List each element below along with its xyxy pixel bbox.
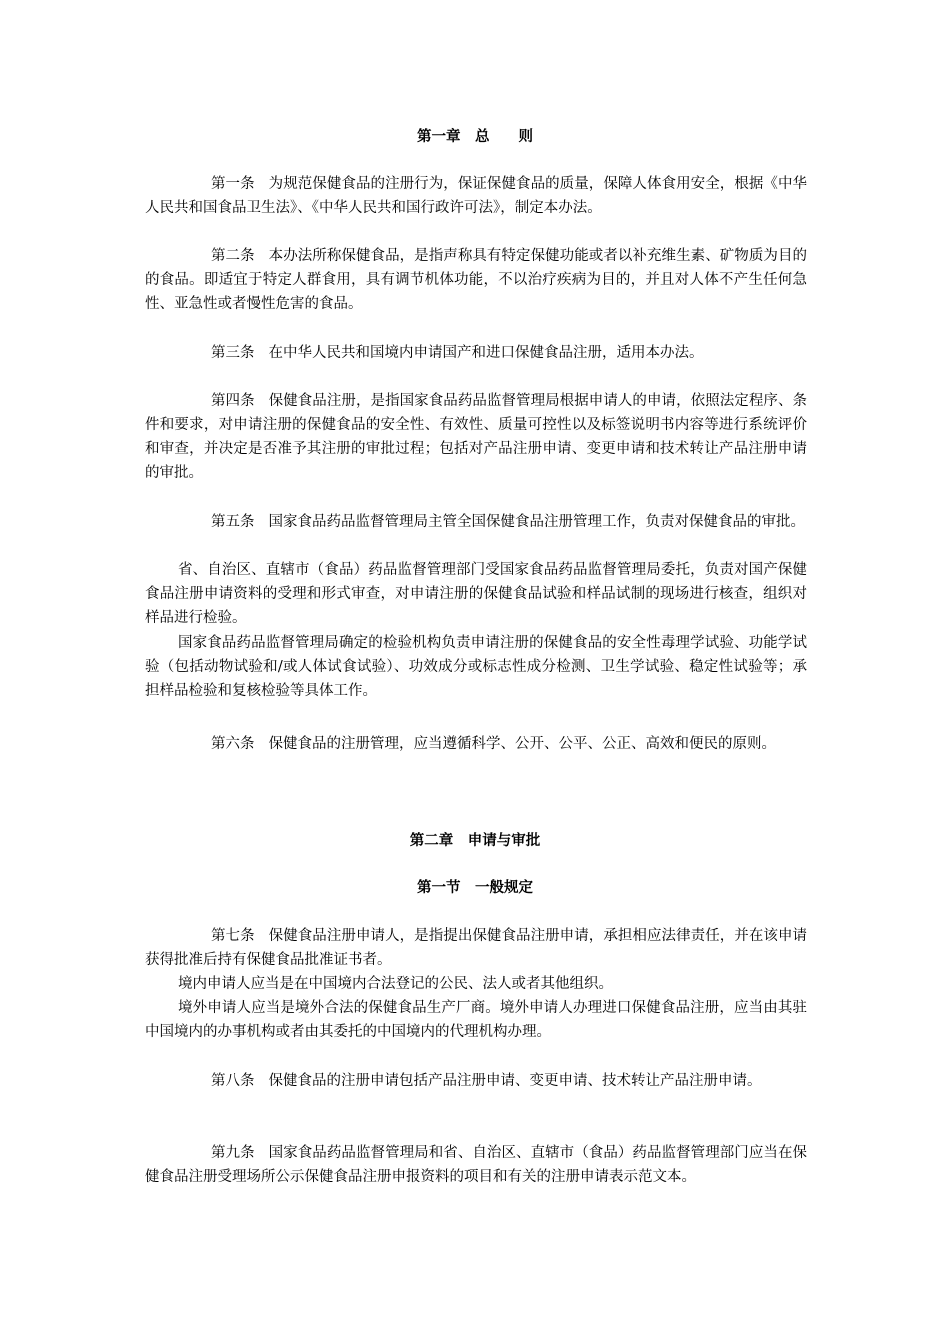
article-6 — [145, 732, 807, 756]
article-number: 第一条 — [211, 176, 255, 192]
article-5-para-2: 省、自治区、直辖市（食品）药品监督管理部门受国家食品药品监督管理局委托，负责对国产保健食品注册申请资料的受理和形式审查，对申请注册的保健食品试验和样品试制的现场进行核查，组织对样品进行检验。 — [145, 562, 807, 626]
chapter-2-title: 第二章 申请与审批 — [409, 832, 541, 849]
article-text: 为规范保健食品的注册行为，保证保健食品的质量，保障人体食用安全，根据《中华人民共和国食品卫生法》、《中华人民共和国行政许可法》，制定本办法。 — [145, 176, 807, 216]
article-number: 第三条 — [211, 345, 255, 361]
article-4 — [145, 389, 807, 485]
article-7-para-3: 境外申请人应当是境外合法的保健食品生产厂商。境外申请人办理进口保健食品注册，应当由其驻中国境内的办事机构或者由其委托的中国境内的代理机构办理。 — [145, 1000, 807, 1040]
article-text: 保健食品注册申请人，是指提出保健食品注册申请，承担相应法律责任，并在该申请获得批准后持有保健食品批准证书者。 — [145, 928, 807, 968]
article-number: 第七条 — [211, 928, 255, 944]
article-text: 保健食品的注册管理，应当遵循科学、公开、公平、公正、高效和便民的原则。 — [268, 736, 776, 752]
article-text: 本办法所称保健食品，是指声称具有特定保健功能或者以补充维生素、矿物质为目的的食品。即适宜于特定人群食用，具有调节机体功能，不以治疗疾病为目的，并且对人体不产生任何急性、亚急性或者慢性危害的食品。 — [145, 248, 807, 312]
article-3 — [145, 341, 807, 365]
article-text: 国家食品药品监督管理局主管全国保健食品注册管理工作，负责对保健食品的审批。 — [268, 514, 805, 530]
article-number: 第四条 — [211, 393, 255, 409]
article-7-para-2: 境内申请人应当是在中国境内合法登记的公民、法人或者其他组织。 — [178, 976, 613, 992]
article-number: 第二条 — [211, 248, 255, 264]
article-number: 第五条 — [211, 514, 255, 530]
article-number: 第九条 — [211, 1145, 255, 1161]
article-text: 保健食品注册，是指国家食品药品监督管理局根据申请人的申请，依照法定程序、条件和要求，对申请注册的保健食品的安全性、有效性、质量可控性以及标签说明书内容等进行系统评价和审查，并决定是否准予其注册的审批过程；包括对产品注册申请、变更申请和技术转让产品注册申请的审批。 — [145, 393, 807, 481]
article-1 — [145, 172, 807, 220]
section-1-title: 第一节 一般规定 — [417, 879, 533, 896]
article-2 — [145, 244, 807, 316]
article-5-para-3: 国家食品药品监督管理局确定的检验机构负责申请注册的保健食品的安全性毒理学试验、功能学试验（包括动物试验和/或人体试食试验）、功效成分或标志性成分检测、卫生学试验、稳定性试验等；承担样品检验和复核检验等具体工作。 — [145, 635, 807, 699]
article-text: 国家食品药品监督管理局和省、自治区、直辖市（食品）药品监督管理部门应当在保健食品注册受理场所公示保健食品注册申报资料的项目和有关的注册申请表示范文本。 — [145, 1145, 807, 1185]
article-number: 第六条 — [211, 736, 255, 752]
chapter-1-title: 第一章 总 则 — [417, 128, 533, 145]
article-text: 在中华人民共和国境内申请国产和进口保健食品注册，适用本办法。 — [268, 345, 704, 361]
article-9 — [145, 1141, 807, 1189]
article-5 — [145, 510, 807, 534]
article-number: 第八条 — [211, 1073, 255, 1089]
article-7 — [145, 924, 807, 972]
article-8 — [145, 1069, 807, 1093]
article-text: 保健食品的注册申请包括产品注册申请、变更申请、技术转让产品注册申请。 — [268, 1073, 762, 1089]
